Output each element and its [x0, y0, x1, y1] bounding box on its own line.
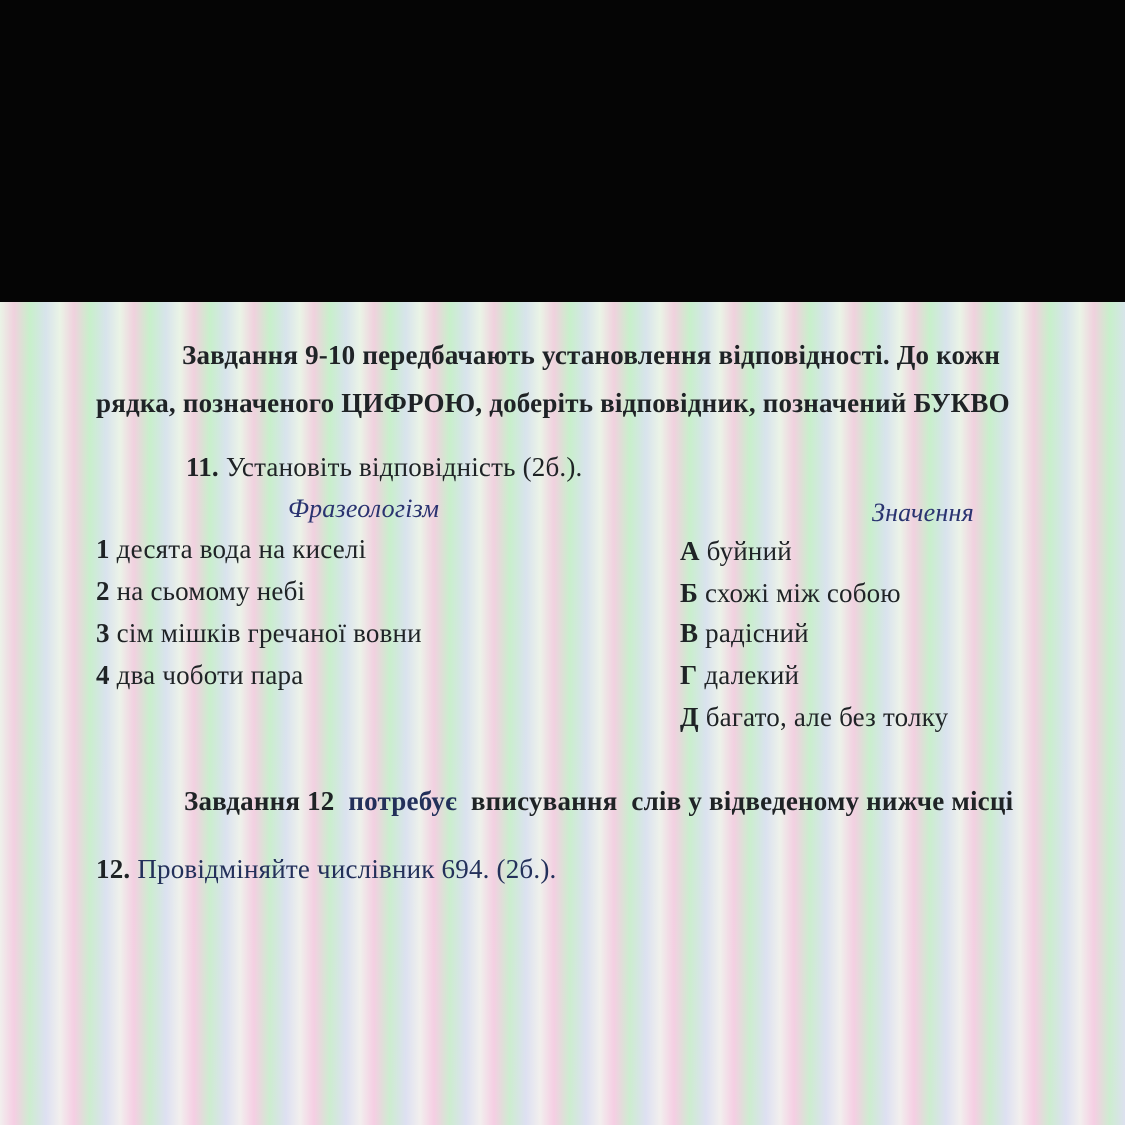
instructions-12: [184, 786, 1013, 817]
left-column-header: Фразеологізм: [288, 494, 440, 523]
right-item: [680, 618, 809, 649]
right-item: [680, 578, 901, 609]
left-item-text: сім мішків гречаної вовни: [116, 618, 422, 648]
instructions-12-part4: слів у відведеному нижче місці: [631, 786, 1014, 816]
left-item-number: 4: [96, 660, 110, 690]
right-column-header: Значення: [872, 498, 974, 527]
right-item-text: схожі між собою: [705, 578, 901, 608]
left-item-number: 1: [96, 534, 110, 564]
right-item-letter: Д: [680, 702, 699, 732]
left-item: [96, 618, 422, 649]
right-item: [680, 660, 799, 691]
right-item: [680, 702, 948, 733]
dark-area: [0, 0, 1125, 302]
task-11-heading: [186, 452, 583, 483]
left-item-text: два чоботи пара: [116, 660, 304, 690]
left-item-text: десята вода на киселі: [116, 534, 367, 564]
instructions-12-part3: вписування: [470, 786, 618, 816]
task-11-number: 11.: [186, 452, 219, 482]
right-item-letter: В: [680, 618, 699, 648]
instructions-9-10-line1: Завдання 9-10 передбачають установлення відповідності. До кожн: [182, 340, 1001, 370]
left-item: [96, 534, 366, 565]
right-item-letter: Б: [680, 578, 699, 608]
left-item: [96, 660, 303, 691]
left-item-number: 3: [96, 618, 110, 648]
instructions-12-part2: потребує: [348, 786, 457, 816]
instructions-12-part1: Завдання 12: [184, 786, 335, 816]
left-item-text: на сьомому небі: [116, 576, 306, 606]
task-12: [96, 854, 556, 885]
left-item-number: 2: [96, 576, 110, 606]
right-item-text: багато, але без толку: [705, 702, 949, 732]
right-item-text: далекий: [704, 660, 800, 690]
instructions-9-10-line2: рядка, позначеного ЦИФРОЮ, доберіть відповідник, позначений БУКВО: [96, 388, 1010, 418]
task-12-number: 12.: [96, 854, 131, 884]
right-item: [680, 536, 792, 567]
task-12-text: Провідміняйте числівник 694. (2б.).: [137, 854, 557, 884]
right-item-letter: Г: [680, 660, 698, 690]
right-item-text: радісний: [705, 618, 809, 648]
task-11-title: Установіть відповідність (2б.).: [225, 452, 583, 482]
paper-sheet: [0, 302, 1125, 1125]
left-item: [96, 576, 305, 607]
right-item-text: буйний: [706, 536, 792, 566]
right-item-letter: А: [680, 536, 700, 566]
